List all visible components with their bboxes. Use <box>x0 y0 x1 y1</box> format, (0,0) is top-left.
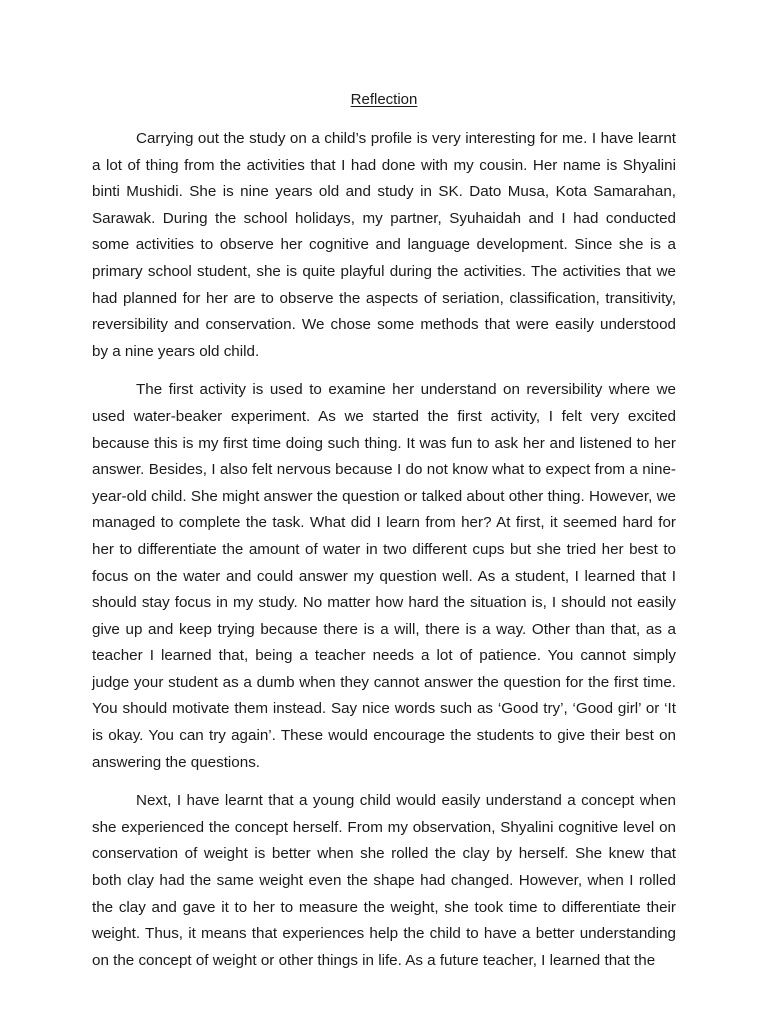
paragraph-2: The first activity is used to examine her understand on reversibility where we used water-beaker experiment. As we started the first activity, I felt very excited because this is my first time doing such thing. It was fun to ask her and listened to her answer. Besides, I also felt nervous because I do not know what to expect from a nine-year-old child. She might answer the question or talked about other thing. However, we managed to complete the task. What did I learn from her? At first, it seemed hard for her to differentiate the amount of water in two different cups but she tried her best to focus on the water and could answer my question well. As a student, I learned that I should stay focus in my study. No matter how hard the situation is, I should not easily give up and keep trying because there is a will, there is a way. Other than that, as a teacher I learned that, being a teacher needs a lot of patience. You cannot simply judge your student as a dumb when they cannot answer the question for the first time. You should motivate them instead. Say nice words such as ‘Good try’, ‘Good girl’ or ‘It is okay. You can try again’. These would encourage the students to give their best on answering the questions. <box>92 381 676 771</box>
document-title: Reflection <box>350 91 418 108</box>
paragraph-3: Next, I have learnt that a young child would easily understand a concept when she experienced the concept herself. From my observation, Shyalini cognitive level on conservation of weight is better when she rolled the clay by herself. She knew that both clay had the same weight even the shape had changed. However, when I rolled the clay and gave it to her to measure the weight, she took time to differentiate their weight. Thus, it means that experiences help the child to have a better understanding on the concept of weight or other things in life. As a future teacher, I learned that the <box>92 792 676 969</box>
paragraph-1: Carrying out the study on a child’s profile is very interesting for me. I have learnt a lot of thing from the activities that I had done with my cousin. Her name is Shyalini binti Mushidi. She is nine years old and study in SK. Dato Musa, Kota Samarahan, Sarawak. During the school holidays, my partner, Syuhaidah and I had conducted some activities to observe her cognitive and language development. Since she is a primary school student, she is quite playful during the activities. The activities that we had planned for her are to observe the aspects of seriation, classification, transitivity, reversibility and conservation. We chose some methods that were easily understood by a nine years old child. <box>92 130 676 360</box>
document-body <box>92 126 676 986</box>
